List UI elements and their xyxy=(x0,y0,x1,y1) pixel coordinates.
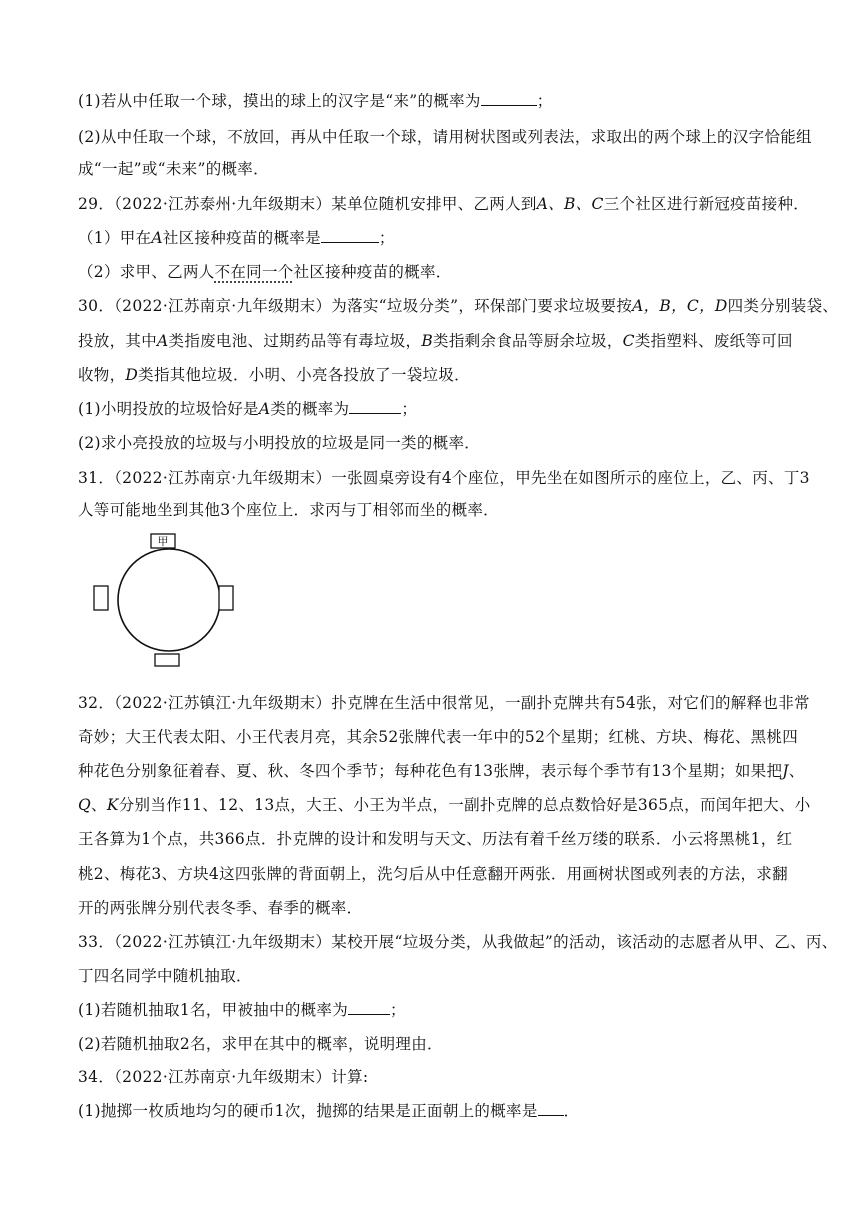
text: C xyxy=(622,332,635,350)
text: K xyxy=(106,796,119,814)
text: (2)求小亮投放的垃圾与小明投放的垃圾是同一类的概率． xyxy=(78,434,481,452)
text: (1)若从中任取一个球，摸出的球上的汉字是“来”的概率为 xyxy=(78,92,481,110)
emphasis-text: 不在同一个 xyxy=(214,263,294,281)
text: 33．（2022·江苏镇江·九年级期末）某校开展“垃圾分类，从我做起”的活动，该活动的志愿者从甲、乙、丙、 xyxy=(78,933,838,951)
q32-line2 xyxy=(78,726,798,748)
q32-line5 xyxy=(78,828,798,850)
text: 社区接种疫苗的概率是 xyxy=(162,229,321,247)
text: 种花色分别象征着春、夏、秋、冬四个季节；每种花色有13张牌，表示每个季节有13个星期；如果把 xyxy=(78,762,783,780)
text: A，B，C，D xyxy=(632,297,728,315)
text: (2)从中任取一个球，不放回，再从中任取一个球，请用树状图或列表法，求取出的两个球上的汉字恰能组 xyxy=(78,128,812,146)
q33-part1 xyxy=(78,999,798,1021)
answer-blank xyxy=(481,90,537,106)
text: A xyxy=(151,229,163,247)
text: A xyxy=(157,332,169,350)
text: 34．（2022·江苏南京·九年级期末）计算: xyxy=(78,1068,369,1086)
text: 类指剩余食品等厨余垃圾， xyxy=(433,332,623,350)
text: 分别当作11、12、13点，大王、小王为半点，一副扑克牌的总点数恰好是365点，而闰年把大、小 xyxy=(118,796,811,814)
q30-stem xyxy=(78,295,839,317)
q30-stem-cont2 xyxy=(78,364,798,386)
text: Q xyxy=(78,796,92,814)
text: 类的概率为 xyxy=(270,400,350,418)
answer-blank xyxy=(348,999,390,1015)
text: J xyxy=(782,762,789,780)
text: (2)若随机抽取2名，求甲在其中的概率，说明理由． xyxy=(78,1035,443,1053)
q32-line6 xyxy=(78,863,798,885)
text: 收物， xyxy=(78,366,126,384)
text: (1)小明投放的垃圾恰好是 xyxy=(78,400,259,418)
text: B xyxy=(421,332,434,350)
q28-part2-cont xyxy=(78,158,798,180)
text: ． xyxy=(563,1102,580,1120)
q33-stem-cont xyxy=(78,965,798,987)
q31-stem xyxy=(78,467,810,489)
answer-blank xyxy=(538,1100,564,1116)
round-table-figure xyxy=(88,528,248,670)
q29-stem xyxy=(78,193,810,215)
q28-part2 xyxy=(78,126,812,148)
text: 开的两张牌分别代表冬季、春季的概率． xyxy=(78,899,363,917)
text: 三个社区进行新冠疫苗接种． xyxy=(603,195,810,213)
text: 投放，其中 xyxy=(78,332,158,350)
answer-blank xyxy=(349,398,401,414)
text: (1)抛掷一枚质地均匀的硬币1次，抛掷的结果是正面朝上的概率是 xyxy=(78,1102,538,1120)
text: （2）求甲、乙两人 xyxy=(78,263,215,281)
text: 社区接种疫苗的概率． xyxy=(293,263,452,281)
text: 31．（2022·江苏南京·九年级期末）一张圆桌旁设有4个座位，甲先坐在如图所示的座位上，乙、丙、丁3 xyxy=(78,469,810,487)
text: ； xyxy=(536,92,553,110)
round-table xyxy=(118,549,220,651)
text: 桃2、梅花3、方块4这四张牌的背面朝上，洗匀后从中任意翻开两张．用画树状图或列表的方法，求翻 xyxy=(78,865,788,883)
seat-right xyxy=(219,586,233,610)
answer-blank xyxy=(321,227,379,243)
q30-part2 xyxy=(78,432,798,454)
text: （1）甲在 xyxy=(78,229,152,247)
q29-part2 xyxy=(78,261,798,283)
q31-stem-cont xyxy=(78,499,798,521)
text: A、B、C xyxy=(536,195,604,213)
text: (1)若随机抽取1名，甲被抽中的概率为 xyxy=(78,1001,349,1019)
text: 四类分别装袋、 xyxy=(727,297,839,315)
text: ； xyxy=(401,400,418,418)
text: 王各算为1个点，共366点．扑克牌的设计和发明与天文、历法有着千丝万缕的联系．小云将黑桃1，红 xyxy=(78,830,793,848)
text: 、 xyxy=(788,762,805,780)
text: 30．（2022·江苏南京·九年级期末）为落实“垃圾分类”，环保部门要求垃圾要按 xyxy=(78,297,633,315)
text: 丁四名同学中随机抽取． xyxy=(78,967,252,985)
text: A xyxy=(258,400,271,418)
q33-stem xyxy=(78,931,838,953)
text: 类指塑料、废纸等可回 xyxy=(634,332,793,350)
q33-part2 xyxy=(78,1033,798,1055)
text: 29．（2022·江苏泰州·九年级期末）某单位随机安排甲、乙两人到 xyxy=(78,195,537,213)
q30-stem-cont xyxy=(78,330,798,352)
q34-stem xyxy=(78,1066,798,1088)
text: 类指废电池、过期药品等有毒垃圾， xyxy=(168,332,422,350)
q32-line4 xyxy=(78,794,811,816)
q32-line3 xyxy=(78,760,805,782)
text: 、 xyxy=(91,796,107,814)
q30-part1 xyxy=(78,398,798,420)
q34-part1 xyxy=(78,1100,798,1122)
q29-part1 xyxy=(78,227,798,249)
seat-top-label: 甲 xyxy=(157,535,169,548)
text: 成“一起”或“未来”的概率． xyxy=(78,160,269,178)
text: 奇妙；大王代表太阳、小王代表月亮，其余52张牌代表一年中的52个星期；红桃、方块、梅花、黑桃四 xyxy=(78,728,799,746)
text: 人等可能地坐到其他3个座位上．求丙与丁相邻而坐的概率． xyxy=(78,501,499,519)
text: ； xyxy=(390,1001,406,1019)
text: D xyxy=(125,366,139,384)
seat-bottom xyxy=(155,654,179,666)
q32-line7 xyxy=(78,897,798,919)
q32-stem xyxy=(78,692,810,714)
text: ； xyxy=(378,229,395,247)
seat-left xyxy=(94,586,108,610)
q28-part1 xyxy=(78,90,798,112)
text: 32．（2022·江苏镇江·九年级期末）扑克牌在生活中很常见，一副扑克牌共有54张，对它们的解释也非常 xyxy=(78,694,810,712)
text: 类指其他垃圾．小明、小亮各投放了一袋垃圾． xyxy=(138,366,470,384)
